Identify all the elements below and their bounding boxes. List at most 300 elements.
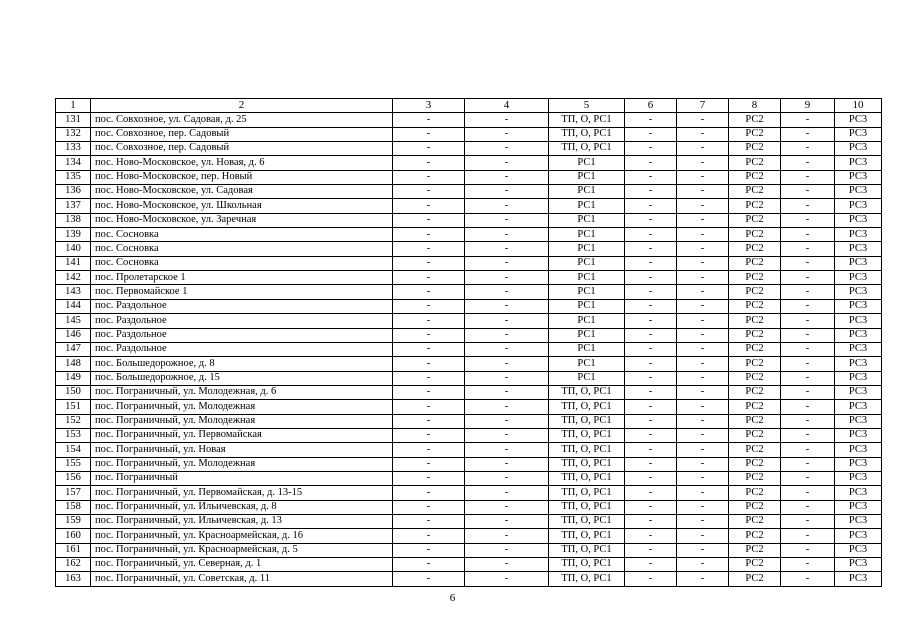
table-cell: - <box>781 142 835 156</box>
table-cell: - <box>625 242 677 256</box>
table-cell: РС3 <box>835 342 882 356</box>
table-cell: ТП, О, РС1 <box>549 400 625 414</box>
table-cell: 134 <box>56 156 91 170</box>
table-cell: - <box>781 328 835 342</box>
table-row <box>56 127 882 141</box>
table-cell: - <box>677 285 729 299</box>
table-cell: - <box>625 113 677 127</box>
table-row <box>56 256 882 270</box>
table-cell: - <box>677 299 729 313</box>
table-cell: РС1 <box>549 228 625 242</box>
table-cell: - <box>677 328 729 342</box>
table-cell: - <box>781 428 835 442</box>
table-cell: - <box>677 156 729 170</box>
table-cell: пос. Пограничный, ул. Новая <box>91 443 393 457</box>
header-cell-4: 4 <box>465 99 549 113</box>
table-cell: - <box>625 371 677 385</box>
table-cell: РС3 <box>835 428 882 442</box>
table-cell: - <box>465 414 549 428</box>
table-cell: 153 <box>56 428 91 442</box>
table-cell: - <box>625 500 677 514</box>
table-cell: ТП, О, РС1 <box>549 558 625 572</box>
table-cell: - <box>625 486 677 500</box>
table-cell: - <box>781 357 835 371</box>
table-cell: - <box>465 127 549 141</box>
table-cell: - <box>677 414 729 428</box>
table-cell: 144 <box>56 299 91 313</box>
table-cell: РС2 <box>729 185 781 199</box>
table-cell: пос. Ново-Московское, ул. Новая, д. 6 <box>91 156 393 170</box>
table-cell: - <box>625 428 677 442</box>
table-cell: 142 <box>56 271 91 285</box>
table-cell: - <box>677 500 729 514</box>
table-cell: - <box>393 371 465 385</box>
table-cell: - <box>625 514 677 528</box>
table-cell: РС2 <box>729 299 781 313</box>
table-row <box>56 529 882 543</box>
table-cell: 136 <box>56 185 91 199</box>
table-cell: пос. Раздольное <box>91 328 393 342</box>
table-cell: 154 <box>56 443 91 457</box>
table-cell: - <box>465 572 549 586</box>
table-row <box>56 142 882 156</box>
table-cell: 135 <box>56 170 91 184</box>
table-cell: пос. Пограничный, ул. Первомайская, д. 13-15 <box>91 486 393 500</box>
table-cell: - <box>393 256 465 270</box>
table-cell: - <box>393 385 465 399</box>
table-cell: - <box>465 271 549 285</box>
table-cell: пос. Совхозное, пер. Садовый <box>91 127 393 141</box>
table-cell: РС2 <box>729 543 781 557</box>
table-cell: - <box>393 414 465 428</box>
table-cell: - <box>677 457 729 471</box>
table-row <box>56 500 882 514</box>
table-cell: РС3 <box>835 471 882 485</box>
table-cell: РС3 <box>835 457 882 471</box>
table-row <box>56 271 882 285</box>
header-row <box>56 99 882 113</box>
table-cell: 161 <box>56 543 91 557</box>
table-cell: РС2 <box>729 156 781 170</box>
table-cell: ТП, О, РС1 <box>549 486 625 500</box>
table-cell: 157 <box>56 486 91 500</box>
table-cell: РС2 <box>729 529 781 543</box>
table-cell: - <box>677 400 729 414</box>
table-cell: - <box>677 514 729 528</box>
header-cell-6: 6 <box>625 99 677 113</box>
table-cell: - <box>465 242 549 256</box>
table-cell: 151 <box>56 400 91 414</box>
table-cell: - <box>465 342 549 356</box>
table-cell: пос. Большедорожное, д. 8 <box>91 357 393 371</box>
table-cell: - <box>781 127 835 141</box>
table-cell: - <box>677 242 729 256</box>
table-cell: 139 <box>56 228 91 242</box>
table-cell: ТП, О, РС1 <box>549 500 625 514</box>
table-cell: РС3 <box>835 199 882 213</box>
table-cell: - <box>393 443 465 457</box>
table-cell: - <box>625 443 677 457</box>
table-cell: - <box>393 357 465 371</box>
table-cell: РС3 <box>835 213 882 227</box>
table-cell: ТП, О, РС1 <box>549 428 625 442</box>
table-cell: - <box>465 357 549 371</box>
table-cell: пос. Сосновка <box>91 256 393 270</box>
table-cell: РС1 <box>549 199 625 213</box>
table-cell: - <box>625 213 677 227</box>
table-cell: РС2 <box>729 242 781 256</box>
table-cell: - <box>465 500 549 514</box>
table-cell: - <box>393 428 465 442</box>
header-cell-8: 8 <box>729 99 781 113</box>
table-cell: - <box>393 127 465 141</box>
table-cell: РС2 <box>729 271 781 285</box>
table-cell: - <box>677 213 729 227</box>
table-cell: РС1 <box>549 170 625 184</box>
table-cell: - <box>625 170 677 184</box>
table-cell: 158 <box>56 500 91 514</box>
table-cell: РС3 <box>835 443 882 457</box>
table-cell: пос. Совхозное, пер. Садовый <box>91 142 393 156</box>
table-row <box>56 428 882 442</box>
table-cell: РС3 <box>835 285 882 299</box>
table-cell: РС2 <box>729 142 781 156</box>
table-cell: - <box>465 558 549 572</box>
table-cell: РС3 <box>835 357 882 371</box>
table-cell: - <box>677 471 729 485</box>
table-cell: - <box>625 385 677 399</box>
table-row <box>56 443 882 457</box>
table-cell: РС3 <box>835 529 882 543</box>
table-cell: - <box>393 558 465 572</box>
table-row <box>56 572 882 586</box>
table-cell: РС3 <box>835 170 882 184</box>
table-cell: РС2 <box>729 443 781 457</box>
table-cell: - <box>393 113 465 127</box>
table-cell: 156 <box>56 471 91 485</box>
table-cell: РС3 <box>835 500 882 514</box>
table-cell: РС2 <box>729 486 781 500</box>
table-cell: 147 <box>56 342 91 356</box>
table-cell: - <box>465 299 549 313</box>
table-cell: - <box>625 529 677 543</box>
table-cell: - <box>781 514 835 528</box>
table-row <box>56 242 882 256</box>
table-cell: РС3 <box>835 228 882 242</box>
table-cell: РС3 <box>835 242 882 256</box>
table-cell: 132 <box>56 127 91 141</box>
table-cell: - <box>625 471 677 485</box>
table-row <box>56 228 882 242</box>
table-cell: ТП, О, РС1 <box>549 457 625 471</box>
table-cell: - <box>465 543 549 557</box>
table-cell: - <box>393 213 465 227</box>
table-cell: РС3 <box>835 572 882 586</box>
table-cell: ТП, О, РС1 <box>549 443 625 457</box>
header-cell-1: 1 <box>56 99 91 113</box>
table-cell: РС3 <box>835 385 882 399</box>
table-cell: - <box>781 185 835 199</box>
table-cell: ТП, О, РС1 <box>549 471 625 485</box>
table-cell: пос. Раздольное <box>91 299 393 313</box>
table-cell: пос. Пограничный, ул. Северная, д. 1 <box>91 558 393 572</box>
table-cell: - <box>465 514 549 528</box>
table-cell: РС3 <box>835 142 882 156</box>
table-cell: - <box>465 400 549 414</box>
table-cell: РС1 <box>549 357 625 371</box>
table-cell: - <box>465 228 549 242</box>
table-cell: пос. Пограничный, ул. Молодежная <box>91 400 393 414</box>
table-cell: - <box>393 228 465 242</box>
table-cell: - <box>781 414 835 428</box>
table-cell: РС3 <box>835 271 882 285</box>
table-cell: - <box>465 371 549 385</box>
table-cell: - <box>781 256 835 270</box>
table-cell: - <box>393 185 465 199</box>
table-cell: 146 <box>56 328 91 342</box>
table-cell: 159 <box>56 514 91 528</box>
table-cell: - <box>465 199 549 213</box>
table-cell: РС3 <box>835 514 882 528</box>
table-cell: пос. Ново-Московское, пер. Новый <box>91 170 393 184</box>
table-cell: 143 <box>56 285 91 299</box>
table-cell: РС3 <box>835 558 882 572</box>
table-cell: - <box>625 543 677 557</box>
table-cell: - <box>625 572 677 586</box>
table-cell: - <box>781 299 835 313</box>
table-cell: - <box>625 328 677 342</box>
table-cell: - <box>781 558 835 572</box>
table-cell: - <box>677 256 729 270</box>
table-cell: - <box>393 543 465 557</box>
table-cell: РС1 <box>549 299 625 313</box>
table-cell: РС1 <box>549 371 625 385</box>
table-cell: - <box>781 342 835 356</box>
table-row <box>56 328 882 342</box>
table-cell: РС2 <box>729 400 781 414</box>
table-cell: - <box>393 142 465 156</box>
table-cell: пос. Пограничный, ул. Красноармейская, д. 5 <box>91 543 393 557</box>
table-cell: - <box>393 486 465 500</box>
table-cell: - <box>781 486 835 500</box>
table-cell: ТП, О, РС1 <box>549 572 625 586</box>
header-cell-5: 5 <box>549 99 625 113</box>
table-row <box>56 514 882 528</box>
table-cell: РС2 <box>729 357 781 371</box>
table-row <box>56 113 882 127</box>
table-cell: пос. Пограничный, ул. Молодежная <box>91 457 393 471</box>
table-cell: пос. Ново-Московское, ул. Заречная <box>91 213 393 227</box>
table-row <box>56 371 882 385</box>
table-cell: ТП, О, РС1 <box>549 414 625 428</box>
table-cell: - <box>677 142 729 156</box>
table-cell: - <box>781 242 835 256</box>
table-cell: - <box>465 156 549 170</box>
table-cell: - <box>677 113 729 127</box>
table-cell: - <box>677 371 729 385</box>
table-cell: РС2 <box>729 414 781 428</box>
table-cell: - <box>781 199 835 213</box>
table-cell: РС3 <box>835 543 882 557</box>
table-cell: РС3 <box>835 371 882 385</box>
table-cell: РС2 <box>729 514 781 528</box>
table-cell: РС3 <box>835 185 882 199</box>
table-cell: - <box>393 271 465 285</box>
table-cell: - <box>393 457 465 471</box>
table-cell: - <box>393 170 465 184</box>
table-row <box>56 314 882 328</box>
table-cell: РС3 <box>835 299 882 313</box>
table-cell: - <box>625 414 677 428</box>
table-cell: РС2 <box>729 471 781 485</box>
table-cell: 137 <box>56 199 91 213</box>
table-cell: РС1 <box>549 156 625 170</box>
table-cell: ТП, О, РС1 <box>549 543 625 557</box>
table-cell: пос. Ново-Московское, ул. Садовая <box>91 185 393 199</box>
table-cell: РС3 <box>835 414 882 428</box>
table-cell: 138 <box>56 213 91 227</box>
table-cell: - <box>677 543 729 557</box>
table-header <box>56 99 882 113</box>
table-cell: - <box>677 170 729 184</box>
table-cell: - <box>465 256 549 270</box>
table-cell: РС3 <box>835 314 882 328</box>
table-cell: РС1 <box>549 342 625 356</box>
table-cell: РС1 <box>549 271 625 285</box>
table-cell: РС2 <box>729 385 781 399</box>
table-cell: РС2 <box>729 127 781 141</box>
header-cell-10: 10 <box>835 99 882 113</box>
table-cell: пос. Пограничный, ул. Молодежная <box>91 414 393 428</box>
table-cell: ТП, О, РС1 <box>549 385 625 399</box>
table-cell: - <box>677 199 729 213</box>
table-cell: 140 <box>56 242 91 256</box>
table-cell: - <box>625 256 677 270</box>
table-row <box>56 558 882 572</box>
table-cell: - <box>781 371 835 385</box>
table-cell: - <box>393 199 465 213</box>
table-cell: - <box>781 170 835 184</box>
data-table <box>55 98 882 587</box>
table-cell: 141 <box>56 256 91 270</box>
table-cell: РС2 <box>729 342 781 356</box>
table-cell: - <box>677 127 729 141</box>
table-cell: - <box>465 213 549 227</box>
table-cell: - <box>393 400 465 414</box>
table-cell: пос. Пограничный, ул. Первомайская <box>91 428 393 442</box>
table-row <box>56 457 882 471</box>
table-row <box>56 400 882 414</box>
table-cell: РС2 <box>729 228 781 242</box>
table-cell: - <box>625 228 677 242</box>
table-cell: - <box>393 285 465 299</box>
table-cell: - <box>465 471 549 485</box>
table-cell: - <box>393 328 465 342</box>
table-cell: - <box>781 314 835 328</box>
table-row <box>56 357 882 371</box>
table-cell: РС2 <box>729 256 781 270</box>
table-cell: - <box>677 271 729 285</box>
table-cell: пос. Пограничный, ул. Советская, д. 11 <box>91 572 393 586</box>
table-cell: РС2 <box>729 572 781 586</box>
table-cell: - <box>393 242 465 256</box>
table-cell: РС2 <box>729 113 781 127</box>
table-cell: РС3 <box>835 156 882 170</box>
table-cell: - <box>393 156 465 170</box>
table-cell: 131 <box>56 113 91 127</box>
table-cell: РС2 <box>729 170 781 184</box>
table-cell: - <box>465 443 549 457</box>
table-row <box>56 486 882 500</box>
table-cell: - <box>625 558 677 572</box>
table-cell: РС1 <box>549 185 625 199</box>
table-cell: - <box>393 500 465 514</box>
table-cell: пос. Совхозное, ул. Садовая, д. 25 <box>91 113 393 127</box>
table-cell: - <box>625 357 677 371</box>
table-cell: - <box>781 400 835 414</box>
table-row <box>56 342 882 356</box>
table-cell: - <box>625 271 677 285</box>
table-cell: - <box>465 314 549 328</box>
table-cell: - <box>625 142 677 156</box>
table-cell: - <box>781 443 835 457</box>
table-cell: РС3 <box>835 256 882 270</box>
table-cell: - <box>677 486 729 500</box>
table-row <box>56 385 882 399</box>
table-cell: РС1 <box>549 314 625 328</box>
table-row <box>56 170 882 184</box>
table-cell: - <box>677 443 729 457</box>
table-row <box>56 299 882 313</box>
table-cell: - <box>465 385 549 399</box>
table-cell: пос. Сосновка <box>91 242 393 256</box>
table-cell: ТП, О, РС1 <box>549 113 625 127</box>
table-cell: ТП, О, РС1 <box>549 142 625 156</box>
table-cell: - <box>677 185 729 199</box>
table-cell: - <box>393 471 465 485</box>
table-body <box>56 113 882 586</box>
table-cell: - <box>781 529 835 543</box>
table-cell: РС1 <box>549 242 625 256</box>
page-number: 6 <box>449 592 456 604</box>
table-cell: - <box>625 185 677 199</box>
table-cell: - <box>781 285 835 299</box>
header-cell-9: 9 <box>781 99 835 113</box>
table-cell: РС3 <box>835 328 882 342</box>
table-cell: пос. Ново-Московское, ул. Школьная <box>91 199 393 213</box>
table-cell: пос. Пролетарское 1 <box>91 271 393 285</box>
table-cell: РС2 <box>729 428 781 442</box>
table-cell: - <box>781 543 835 557</box>
table-cell: РС2 <box>729 314 781 328</box>
table-cell: 163 <box>56 572 91 586</box>
table-cell: - <box>393 529 465 543</box>
table-cell: 133 <box>56 142 91 156</box>
table-cell: - <box>781 572 835 586</box>
table-cell: - <box>393 572 465 586</box>
table-cell: РС3 <box>835 486 882 500</box>
table-cell: - <box>677 314 729 328</box>
table-cell: - <box>465 113 549 127</box>
table-cell: РС2 <box>729 558 781 572</box>
table-cell: 150 <box>56 385 91 399</box>
table-cell: - <box>677 428 729 442</box>
table-cell: - <box>677 342 729 356</box>
table-cell: - <box>465 285 549 299</box>
table-cell: РС2 <box>729 328 781 342</box>
table-cell: ТП, О, РС1 <box>549 529 625 543</box>
table-cell: - <box>625 400 677 414</box>
